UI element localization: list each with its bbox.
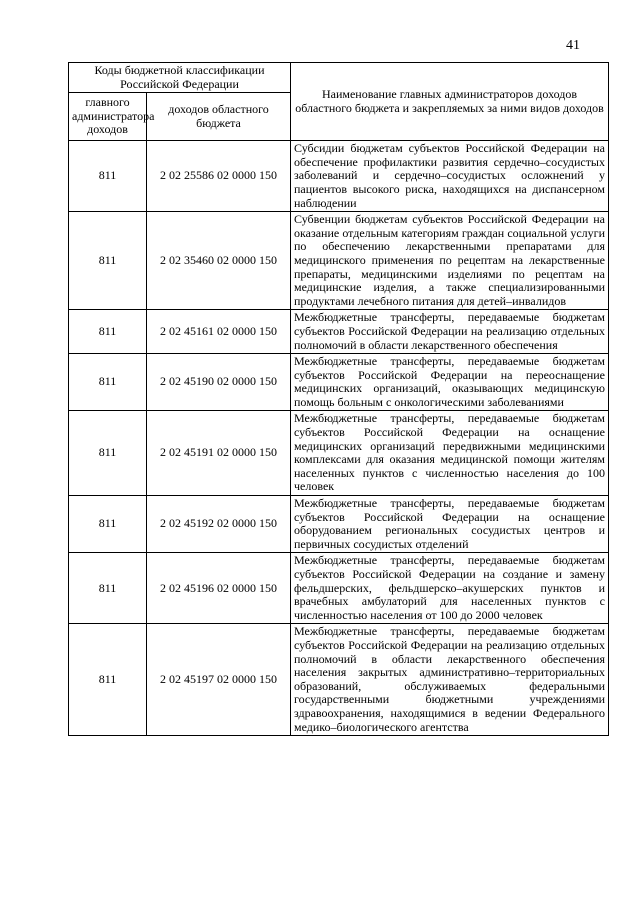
admin-code-cell: 811 [69,212,147,310]
codes-group-header: Коды бюджетной классификации Российской Федерации [69,63,291,93]
income-code-cell: 2 02 45190 02 0000 150 [147,354,291,411]
admin-code-cell: 811 [69,310,147,354]
table-row [69,496,609,553]
table-row [69,310,609,354]
description-cell: Межбюджетные трансферты, передаваемые бюджетам субъектов Российской Федерации на создание и замену фельдшерских, фельдшерско–акушерских пунктов и врачебных амбулаторий для населенных пунктов с численностью населения от 100 до 2000 человек [291,553,609,624]
admin-code-cell: 811 [69,141,147,212]
table-row [69,354,609,411]
income-code-cell: 2 02 35460 02 0000 150 [147,212,291,310]
income-column-header: доходов областного бюджета [147,93,291,141]
name-column-header: Наименование главных администраторов доходов областного бюджета и закрепляемых за ними видов доходов [291,63,609,141]
header-row-group [69,63,609,93]
admin-column-header: главного администратора доходов [69,93,147,141]
description-cell: Межбюджетные трансферты, передаваемые бюджетам субъектов Российской Федерации на оснащение медицинских организаций передвижными медицинскими комплексами для оказания медицинской помощи жителям населенных пунктов с численностью населения до 100 человек [291,411,609,496]
table-row [69,553,609,624]
table-row [69,624,609,736]
income-code-cell: 2 02 45161 02 0000 150 [147,310,291,354]
description-cell: Межбюджетные трансферты, передаваемые бюджетам субъектов Российской Федерации на реализацию отдельных полномочий в области лекарственного обеспечения [291,310,609,354]
description-cell: Субвенции бюджетам субъектов Российской Федерации на оказание отдельным категориям граждан социальной услуги по обеспечению лекарственными препаратами для медицинского применения по рецептам на лекарственные препараты, медицинскими изделиями по рецептам на медицинские изделия, а также специализированными продуктами лечебного питания для детей–инвалидов [291,212,609,310]
admin-code-cell: 811 [69,496,147,553]
admin-code-cell: 811 [69,624,147,736]
table-row [69,141,609,212]
table-row [69,212,609,310]
description-cell: Межбюджетные трансферты, передаваемые бюджетам субъектов Российской Федерации на оснащение оборудованием региональных сосудистых центров и первичных сосудистых отделений [291,496,609,553]
income-code-cell: 2 02 45192 02 0000 150 [147,496,291,553]
table-body [69,141,609,736]
admin-code-cell: 811 [69,354,147,411]
income-code-cell: 2 02 25586 02 0000 150 [147,141,291,212]
description-cell: Субсидии бюджетам субъектов Российской Федерации на обеспечение профилактики развития сердечно–сосудистых заболеваний и сердечно–сосудистых осложнений у пациентов высокого риска, находящихся на диспансерном наблюдении [291,141,609,212]
admin-code-cell: 811 [69,411,147,496]
budget-classification-table [68,62,609,736]
page-number: 41 [566,38,580,53]
description-cell: Межбюджетные трансферты, передаваемые бюджетам субъектов Российской Федерации на переоснащение медицинских организаций, оказывающих медицинскую помощь больным с онкологическими заболеваниями [291,354,609,411]
income-code-cell: 2 02 45197 02 0000 150 [147,624,291,736]
income-code-cell: 2 02 45196 02 0000 150 [147,553,291,624]
description-cell: Межбюджетные трансферты, передаваемые бюджетам субъектов Российской Федерации на реализацию отдельных полномочий в области лекарственного обеспечения населения закрытых административно–территориальных образований, обслуживаемых федеральными государственными бюджетными учреждениями здравоохранения, находящимися в ведении Федерального медико–биологического агентства [291,624,609,736]
table-row [69,411,609,496]
admin-code-cell: 811 [69,553,147,624]
income-code-cell: 2 02 45191 02 0000 150 [147,411,291,496]
